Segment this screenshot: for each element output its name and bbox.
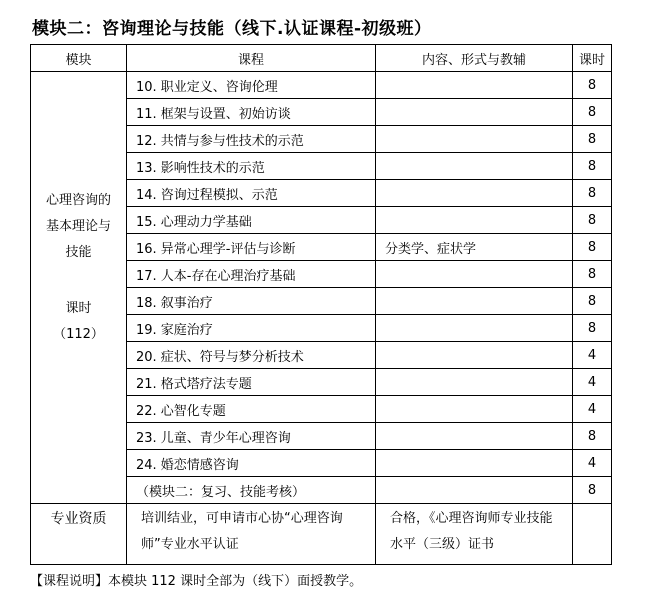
table-row xyxy=(31,72,612,99)
qualification-label: 专业资质 xyxy=(31,504,127,565)
course-hours: 8 xyxy=(573,126,612,153)
course-name: 13. 影响性技术的示范 xyxy=(127,153,376,180)
course-body xyxy=(31,72,612,504)
course-hours: 8 xyxy=(573,72,612,99)
course-name: 16. 异常心理学-评估与诊断 xyxy=(127,234,376,261)
course-hours: 4 xyxy=(573,450,612,477)
course-content xyxy=(376,261,573,288)
course-name: 11. 框架与设置、初始访谈 xyxy=(127,99,376,126)
course-content xyxy=(376,477,573,504)
course-content xyxy=(376,180,573,207)
course-name: 18. 叙事治疗 xyxy=(127,288,376,315)
course-hours: 8 xyxy=(573,261,612,288)
course-content xyxy=(376,423,573,450)
course-content xyxy=(376,288,573,315)
course-hours: 4 xyxy=(573,369,612,396)
course-name: 24. 婚恋情感咨询 xyxy=(127,450,376,477)
table-header-row xyxy=(31,45,612,72)
course-hours: 8 xyxy=(573,477,612,504)
course-content xyxy=(376,315,573,342)
course-content: 分类学、症状学 xyxy=(376,234,573,261)
course-table xyxy=(30,44,612,565)
qualification-content-text: 合格，《心理咨询师专业技能水平（三级）证书 xyxy=(376,504,573,565)
course-hours: 8 xyxy=(573,288,612,315)
course-content xyxy=(376,396,573,423)
course-hours: 8 xyxy=(573,234,612,261)
course-note: 【课程说明】本模块 112 课时全部为（线下）面授教学。 xyxy=(30,574,363,589)
course-name: 15. 心理动力学基础 xyxy=(127,207,376,234)
header-course: 课程 xyxy=(127,45,376,72)
course-name: 23. 儿童、青少年心理咨询 xyxy=(127,423,376,450)
course-content xyxy=(376,207,573,234)
qualification-course-text: 培训结业，可申请市心协“心理咨询师”专业水平认证 xyxy=(127,504,376,565)
header-hours: 课时 xyxy=(573,45,612,72)
course-name: 14. 咨询过程模拟、示范 xyxy=(127,180,376,207)
page-title: 模块二：咨询理论与技能（线下.认证课程-初级班） xyxy=(32,19,432,39)
header-module: 模块 xyxy=(31,45,127,72)
course-hours: 4 xyxy=(573,396,612,423)
course-content xyxy=(376,450,573,477)
course-hours: 8 xyxy=(573,315,612,342)
course-content xyxy=(376,342,573,369)
course-content xyxy=(376,369,573,396)
course-name: 22. 心智化专题 xyxy=(127,396,376,423)
course-name: 10. 职业定义、咨询伦理 xyxy=(127,72,376,99)
course-hours: 8 xyxy=(573,153,612,180)
course-name: 12. 共情与参与性技术的示范 xyxy=(127,126,376,153)
qualification-row xyxy=(31,504,612,565)
module-hours-label: 课时 xyxy=(65,300,92,316)
course-content xyxy=(376,99,573,126)
course-hours: 4 xyxy=(573,342,612,369)
course-name: 19. 家庭治疗 xyxy=(127,315,376,342)
module-hours-value: （112） xyxy=(53,326,104,342)
module-name-line: 技能 xyxy=(65,244,92,260)
module-name-cell xyxy=(31,72,127,504)
course-hours: 8 xyxy=(573,99,612,126)
course-content xyxy=(376,153,573,180)
header-content: 内容、形式与教辅 xyxy=(376,45,573,72)
course-content xyxy=(376,72,573,99)
course-name: （模块二：复习、技能考核） xyxy=(127,477,376,504)
course-name: 20. 症状、符号与梦分析技术 xyxy=(127,342,376,369)
qualification-hours xyxy=(573,504,612,565)
course-hours: 8 xyxy=(573,207,612,234)
course-name: 21. 格式塔疗法专题 xyxy=(127,369,376,396)
module-name-line: 基本理论与 xyxy=(45,218,111,234)
course-hours: 8 xyxy=(573,180,612,207)
module-name-line: 心理咨询的 xyxy=(45,192,111,208)
course-hours: 8 xyxy=(573,423,612,450)
course-name: 17. 人本-存在心理治疗基础 xyxy=(127,261,376,288)
course-content xyxy=(376,126,573,153)
